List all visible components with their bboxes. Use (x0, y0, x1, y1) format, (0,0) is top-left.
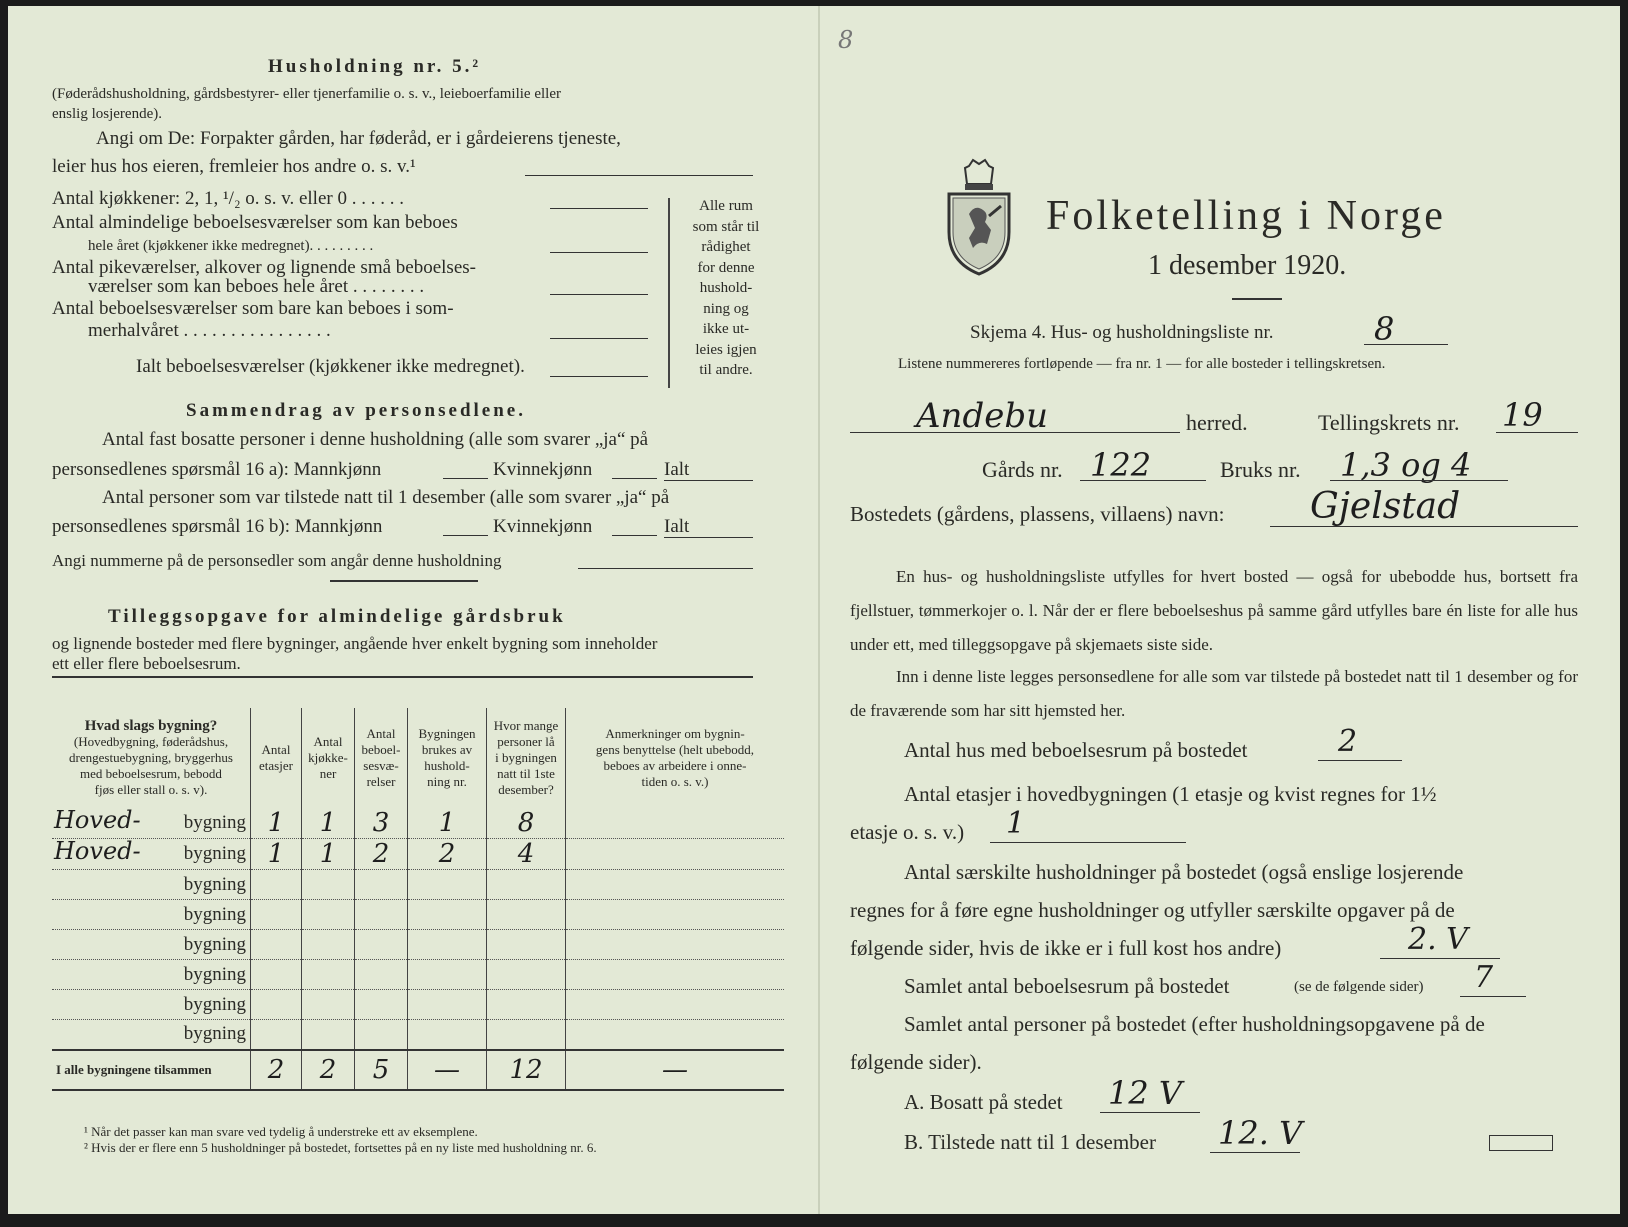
cell-rooms: 3 (355, 808, 408, 839)
col-rooms: Antal beboel- sesvæ- relser (355, 708, 408, 808)
census-date: 1 desember 1920. (1148, 250, 1347, 281)
table-top-rule (52, 676, 753, 678)
rooms-label-2: hele året (kjøkkener ikke medregnet). . . . . . . . . (88, 238, 374, 254)
col-persons: Hvor mange personer lå i bygningen natt til 1ste desember? (487, 708, 566, 808)
summer-rooms-label-2: merhalvåret . . . . . . . . . . . . . . . . (88, 320, 331, 341)
resident-line (1100, 1112, 1200, 1113)
supplement-text-1: og lignende bosteder med flere bygninger, angående hver enkelt bygning som inneholder (52, 634, 658, 653)
cell-floors: 1 (251, 808, 302, 839)
male-1-line (443, 478, 488, 479)
herred-label: herred. (1186, 410, 1248, 435)
person-numbers-line (578, 568, 753, 569)
bruks-value: 1,3 og 4 (1340, 446, 1472, 484)
summary-2b: personsedlenes spørsmål 16 b): Mannkjønn (52, 516, 383, 537)
present-value: 12. V (1218, 1114, 1303, 1152)
resident-value: 12 V (1108, 1074, 1182, 1112)
households-label-3: følgende sider, hvis de ikke er i full kost hos andre) (850, 936, 1282, 960)
small-rooms-line (550, 294, 648, 295)
gards-line (1080, 480, 1206, 481)
household-subtitle-2: enslig losjerende). (52, 106, 162, 122)
supplement-title: Tilleggsopgave for almindelige gårdsbruk (108, 606, 566, 627)
cell-rooms: 2 (355, 839, 408, 870)
schema-number: 8 (1374, 310, 1395, 348)
female-2-line (612, 535, 657, 536)
col-household-no: Bygningen brukes av hushold- ning nr. (408, 708, 487, 808)
female-1-line (612, 478, 657, 479)
herred-line (850, 432, 1180, 433)
floors-label-1: Antal etasjer i hovedbygningen (1 etasje og kvist regnes for 1½ (904, 782, 1437, 806)
households-label-2: regnes for å føre egne husholdninger og utfyller særskilte opgaver på de (850, 898, 1455, 922)
houses-line (1318, 760, 1402, 761)
cell-household-no: 2 (408, 839, 487, 870)
table-row: bygning (52, 930, 784, 960)
person-numbers-label: Angi nummerne på de personsedler som angår denne husholdning (52, 551, 502, 570)
col-building-type: Hvad slags bygning? (Hovedbygning, føderådshus, drengestuebygning, bryggerhus med beboelsesrum, bebodd fjøs eller stall o. s. v). (69, 718, 233, 797)
households-label-1: Antal særskilte husholdninger på bostedet (også enslige losjerende (904, 860, 1464, 884)
bracket-note: Alle rum som står til rådighet for denne hushold- ning og ikke ut- leies igjen til andre. (668, 198, 782, 388)
total-household-no: — (408, 1050, 487, 1090)
table-row: Hoved- bygning 1 1 2 2 4 (52, 839, 784, 870)
instructions-1: En hus- og husholdningsliste utfylles for hvert bosted — også for ubebodde hus, bortsett fra fjellstuer, tømmerkojer o. l. Når der er flere beboelseshus på samme gård utfylles bare én liste for alle hus under ett, med tilleggsopgave på skjemaets siste side. (850, 567, 1578, 654)
bruks-label: Bruks nr. (1220, 457, 1301, 482)
total-1-label: Ialt (664, 459, 690, 480)
summary-2a: Antal personer som var tilstede natt til 1 desember (alle som svarer „ja“ på (102, 487, 670, 508)
gards-value: 122 (1090, 446, 1152, 484)
building-prefix: Hoved- (54, 837, 141, 865)
bosted-value: Gjelstad (1310, 486, 1461, 527)
kitchens-label: Antal kjøkkener: 2, 1, ¹/₂ o. s. v. eller 0 . . . . . . (52, 188, 404, 209)
summer-rooms-line (550, 338, 648, 339)
rooms-line (550, 252, 648, 253)
persons-label-2: følgende sider). (850, 1050, 982, 1074)
krets-value: 19 (1502, 396, 1543, 434)
household-ask-1: Angi om De: Forpakter gården, har føderåd, er i gårdeierens tjeneste, (96, 128, 621, 149)
ask-answer-line (525, 175, 753, 176)
female-1-label: Kvinnekjønn (493, 459, 593, 480)
cell-remarks (566, 839, 785, 870)
female-2-label: Kvinnekjønn (493, 516, 593, 537)
small-rooms-label-2: værelser som kan beboes hele året . . . . . . . . (88, 276, 425, 297)
footnote-1: ¹ Når det passer kan man svare ved tydelig å understreke ett av eksemplene. (84, 1124, 478, 1139)
gards-label: Gårds nr. (982, 457, 1063, 482)
rooms-total-value: 7 (1474, 960, 1494, 995)
total-2-label: Ialt (664, 516, 690, 537)
table-row: Hoved- bygning 1 1 3 1 8 (52, 808, 784, 839)
total-2-line (664, 537, 753, 538)
persons-label-1: Samlet antal personer på bostedet (efter husholdningsopgavene på de (904, 1012, 1485, 1036)
footnote-2: ² Hvis der er flere enn 5 husholdninger på bostedet, fortsettes på en ny liste med husholdning nr. 6. (84, 1140, 597, 1155)
census-title: Folketelling i Norge (1046, 193, 1446, 239)
resident-label: A. Bosatt på stedet (904, 1090, 1063, 1114)
present-line (1210, 1152, 1300, 1153)
krets-label: Tellingskrets nr. (1318, 410, 1460, 435)
total-remarks: — (566, 1050, 785, 1090)
table-row: bygning (52, 1020, 784, 1050)
table-row: bygning (52, 990, 784, 1020)
table-header (52, 708, 784, 808)
rooms-total-label: Samlet antal beboelsesrum på bostedet (904, 974, 1230, 998)
schema-number-line (1364, 344, 1448, 345)
total-kitchens: 2 (302, 1050, 355, 1090)
total-floors: 2 (251, 1050, 302, 1090)
cell-persons: 8 (487, 808, 566, 839)
rooms-label-1: Antal almindelige beboelsesværelser som kan beboes (52, 212, 458, 233)
buildings-table (52, 708, 784, 1091)
page-fold (818, 6, 820, 1214)
instructions-2: Inn i denne liste legges personsedlene for alle som var tilstede på bostedet natt til 1 desember og for de fraværende som har sitt hjemsted her. (850, 667, 1578, 720)
present-label: B. Tilstede natt til 1 desember (904, 1130, 1156, 1154)
table-row: bygning (52, 870, 784, 900)
bosted-line (1270, 526, 1578, 527)
total-rooms-label: Ialt beboelsesværelser (kjøkkener ikke medregnet). (136, 356, 525, 377)
cell-kitchens: 1 (302, 839, 355, 870)
col-kitchens: Antal kjøkke- ner (302, 708, 355, 808)
table-row: bygning (52, 960, 784, 990)
households-line (1380, 958, 1500, 959)
cell-persons: 4 (487, 839, 566, 870)
rooms-total-note: (se de følgende sider) (1294, 979, 1424, 995)
summer-rooms-label-1: Antal beboelsesværelser som bare kan beboes i som- (52, 298, 454, 319)
small-rooms-label-1: Antal pikeværelser, alkover og lignende små beboelses- (52, 257, 476, 278)
summary-1b: personsedlenes spørsmål 16 a): Mannkjønn (52, 459, 382, 480)
total-persons: 12 (487, 1050, 566, 1090)
numbering-note: Listene nummereres fortløpende — fra nr. 1 — for alle bosteder i tellingskretsen. (898, 356, 1386, 372)
household-title: Husholdning nr. 5.² (268, 56, 482, 77)
cell-kitchens: 1 (302, 808, 355, 839)
total-rooms-line (550, 376, 648, 377)
building-prefix: Hoved- (54, 806, 141, 834)
herred-value: Andebu (916, 396, 1048, 436)
houses-value: 2 (1338, 724, 1358, 759)
summary-title: Sammendrag av personsedlene. (186, 400, 526, 421)
houses-label: Antal hus med beboelsesrum på bostedet (904, 738, 1248, 762)
norway-coat-of-arms-icon (943, 158, 1015, 278)
floors-line (990, 842, 1186, 843)
summary-1a: Antal fast bosatte personer i denne husholdning (alle som svarer „ja“ på (102, 429, 649, 450)
table-row: bygning (52, 900, 784, 930)
cell-remarks (566, 808, 785, 839)
total-rooms: 5 (355, 1050, 408, 1090)
corner-mark: 8 (838, 26, 854, 54)
total-1-line (664, 480, 753, 481)
bruks-line (1330, 480, 1508, 481)
floors-value: 1 (1006, 806, 1026, 841)
household-subtitle-1: (Føderådshusholdning, gårdsbestyrer- eller tjenerfamilie o. s. v., leieboerfamilie eller (52, 86, 561, 102)
floors-label-2: etasje o. s. v.) (850, 820, 965, 844)
rooms-total-line (1460, 996, 1526, 997)
cell-floors: 1 (251, 839, 302, 870)
section-divider (330, 580, 478, 582)
col-floors: Antal etasjer (251, 708, 302, 808)
title-divider (1232, 298, 1282, 300)
krets-line (1496, 432, 1578, 433)
printer-stamp (1489, 1135, 1553, 1151)
cell-household-no: 1 (408, 808, 487, 839)
table-total-row (52, 1050, 784, 1090)
male-2-line (443, 535, 488, 536)
col-remarks: Anmerkninger om bygnin- gens benyttelse (helt ubebodd, beboes av arbeidere i onne- tiden o. s. v.) (566, 708, 785, 808)
schema-label: Skjema 4. Hus- og husholdningsliste nr. (970, 322, 1274, 343)
supplement-text-2: ett eller flere beboelsesrum. (52, 654, 241, 673)
total-label: I alle bygningene tilsammen (52, 1050, 251, 1090)
household-ask-2: leier hus hos eieren, fremleier hos andre o. s. v.¹ (52, 156, 416, 177)
households-value: 2. V (1408, 922, 1468, 957)
bosted-label: Bostedets (gårdens, plassens, villaens) navn: (850, 502, 1225, 526)
kitchens-line (550, 208, 648, 209)
